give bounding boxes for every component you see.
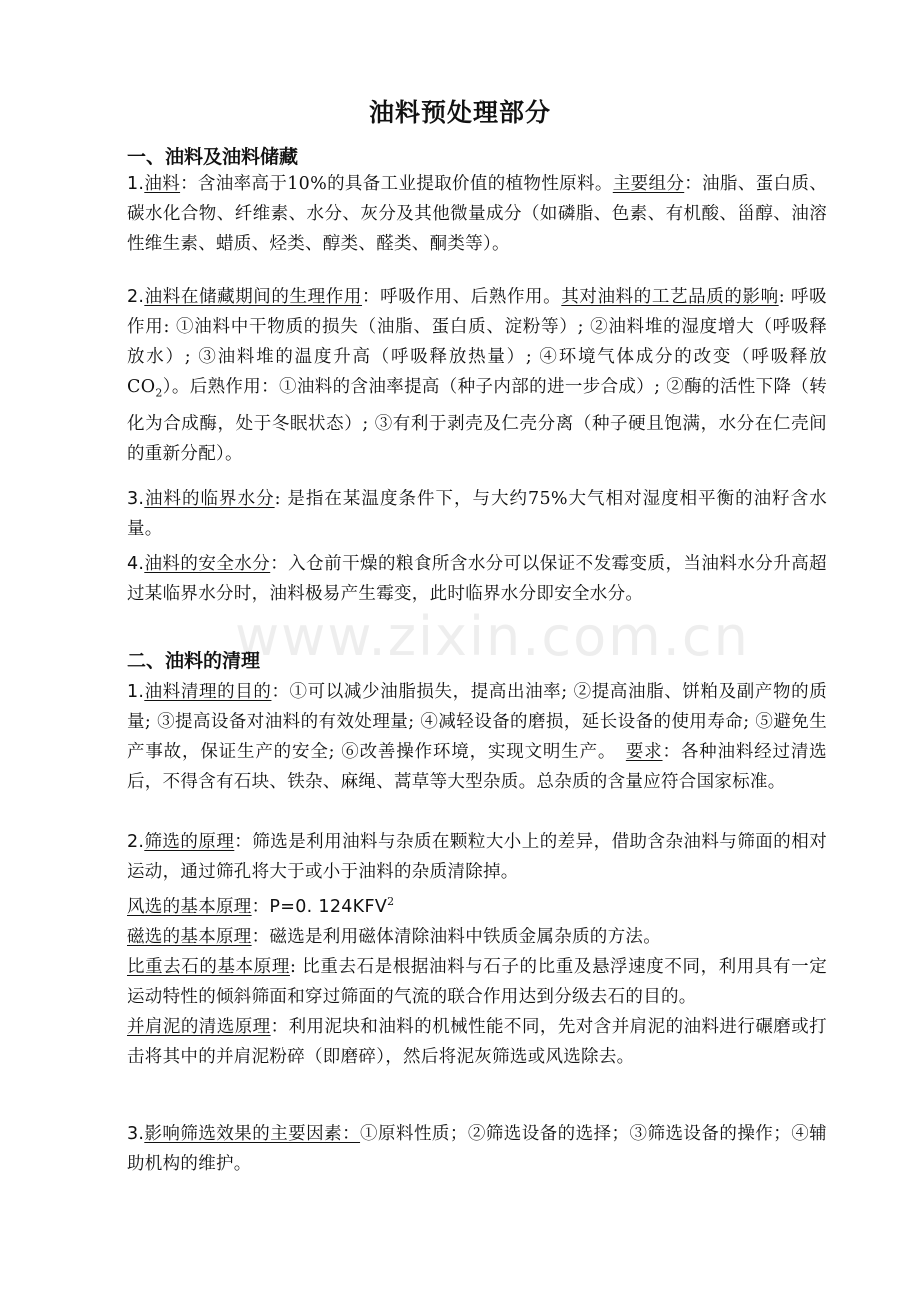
paragraph-text: ）。后熟作用：①油料的含油率提高（种子内部的进一步合成）; ②酶的活性下降（转化为合成酶，处于冬眠状态）; ③有利于剥壳及仁壳分离（种子硬且饱满，水分在仁壳间的重新分配）。 (127, 377, 827, 464)
term-magnetic-separation: 磁选的基本原理 (127, 926, 252, 947)
paragraph-text: ：油脂、蛋白质、碳水化合物、纤维素、水分、灰分及其他微量成分（如磷脂、色素、有机酸、甾醇、油溶性维生素、蜡质、烃类、醇类、醛类、酮类等）。 (127, 174, 827, 254)
paragraph-text: ①原料性质；②筛选设备的选择；③筛选设备的操作；④辅助机构的维护。 (127, 1124, 827, 1174)
term-safe-moisture: 油料的安全水分 (144, 554, 271, 574)
paragraph-text: ：利用泥块和油料的机械性能不同，先对含并肩泥的油料进行碾磨或打击将其中的并肩泥粉碎（即磨碎），然后将泥灰筛选或风选除去。 (127, 1016, 827, 1067)
term-screening-factors: 影响筛选效果的主要因素： (144, 1124, 361, 1144)
paragraph-text: : 比重去石是根据油料与石子的比重及悬浮速度不同，利用具有一定运动特性的倾斜筛面和穿过筛面的气流的联合作用达到分级去石的目的。 (127, 956, 827, 1007)
paragraph-2-2 (127, 827, 827, 1072)
paragraph-text: ：呼吸作用、后熟作用。 (362, 287, 562, 307)
term-cleaning-purpose: 油料清理的目的 (144, 682, 272, 702)
item-number: 2. (127, 832, 145, 852)
paragraph-text: ：含油率高于10%的具备工业提取价值的植物性原料。 (180, 174, 613, 194)
superscript: 2 (387, 895, 395, 908)
formula-text: ：P=0. 124KFV (251, 896, 388, 917)
item-number: 1. (127, 682, 145, 702)
section-heading-2: 二、油料的清理 (127, 650, 261, 672)
item-number: 3. (127, 1124, 145, 1144)
paragraph-1-1 (127, 169, 827, 259)
paragraph-text: : 是指在某温度条件下，与大约75%大气相对湿度相平衡的油籽含水量。 (127, 489, 828, 539)
term-critical-moisture: 油料的临界水分 (144, 489, 275, 509)
paragraph-1-3 (127, 484, 827, 544)
item-number: 1. (127, 174, 145, 194)
paragraph-2-1 (127, 677, 827, 797)
paragraph-text: ：筛选是利用油料与杂质在颗粒大小上的差异，借助含杂油料与筛面的相对运动，通过筛孔将大于或小于油料的杂质清除掉。 (127, 832, 827, 882)
paragraph-text: ：磁选是利用磁体清除油料中铁质金属杂质的方法。 (251, 926, 662, 947)
paragraph-text: ：①可以减少油脂损失，提高出油率; ②提高油脂、饼粕及副产物的质量; ③提高设备对油料的有效处理量; ④减轻设备的磨损，延长设备的使用寿命; ⑤避免生产事故，保证生产的安全; ⑥改善操作环境，实现文明生产。 (127, 682, 827, 762)
item-number: 3. (127, 489, 145, 509)
term-physiological-action: 油料在储藏期间的生理作用 (144, 287, 363, 307)
term-gravity-destoning: 比重去石的基本原理 (127, 956, 290, 977)
term-screening-principle: 筛选的原理 (144, 832, 235, 852)
term-air-separation: 风选的基本原理 (127, 896, 252, 917)
section-heading-1: 一、油料及油料储藏 (127, 146, 299, 168)
paragraph-1-4 (127, 549, 827, 609)
document-title: 油料预处理部分 (368, 98, 551, 127)
subscript: 2 (155, 386, 163, 400)
item-number: 4. (127, 554, 145, 574)
item-number: 2. (127, 287, 145, 307)
paragraph-2-3 (127, 1119, 827, 1179)
paragraph-1-2 (127, 282, 827, 469)
term-requirements: 要求 (625, 742, 663, 762)
term-mud-clod-cleaning: 并肩泥的清选原理 (127, 1016, 271, 1037)
paragraph-text: : 呼吸作用: ①油料中干物质的损失（油脂、蛋白质、淀粉等）; ②油料堆的湿度增大（呼吸释放水）; ③油料堆的温度升高（呼吸释放热量）; ④环境气体成分的改变（呼吸释放CO (127, 287, 827, 397)
paragraph-text: ：各种油料经过清选后，不得含有石块、铁杂、麻绳、蒿草等大型杂质。总杂质的含量应符合国家标准。 (127, 742, 827, 792)
term-oilseed: 油料 (144, 174, 181, 194)
paragraph-text: ：入仓前干燥的粮食所含水分可以保证不发霉变质，当油料水分升高超过某临界水分时，油料极易产生霉变，此时临界水分即安全水分。 (127, 554, 827, 604)
watermark: www.zixin.com.cn (235, 605, 750, 668)
term-process-quality-impact: 其对油料的工艺品质的影响 (561, 287, 779, 307)
term-main-components: 主要组分 (612, 174, 685, 194)
